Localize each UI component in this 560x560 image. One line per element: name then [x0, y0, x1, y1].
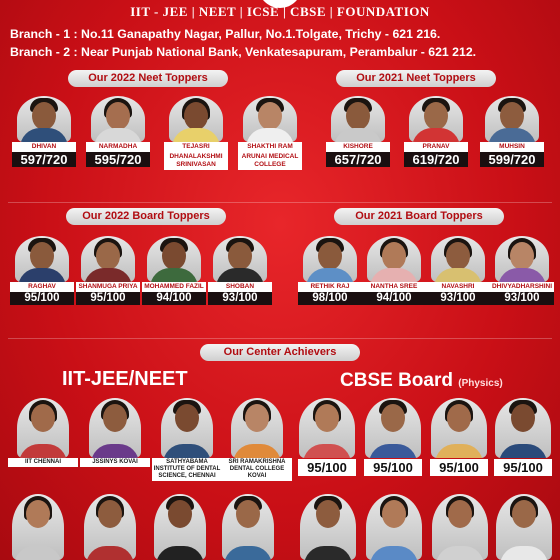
student-score: 93/100 — [208, 292, 272, 305]
student-score: 597/720 — [12, 152, 76, 167]
student-college: ARUNAI MEDICAL COLLEGE — [238, 152, 302, 170]
board-2021-heading: Our 2021 Board Toppers — [334, 208, 504, 225]
center-achiever — [152, 398, 222, 481]
student-score: 619/720 — [404, 152, 468, 167]
neet-2021-heading: Our 2021 Neet Toppers — [336, 70, 496, 87]
board-2022-topper — [142, 236, 206, 305]
student-name: MOHAMMED FAZIL — [142, 282, 206, 292]
neet-2021-topper — [404, 96, 468, 167]
achiever-institution: JSSINYS KOVAI — [80, 458, 150, 467]
center-achiever — [222, 398, 292, 481]
neet-2022-topper — [86, 96, 150, 167]
student-photo — [303, 236, 357, 282]
board-2021-topper — [426, 236, 490, 305]
student-photo — [409, 96, 463, 142]
student-name: SHANMUGA PRIYA — [76, 282, 140, 292]
student-photo — [299, 398, 355, 458]
student-photo — [366, 494, 422, 560]
student-photo — [431, 398, 487, 458]
student-score: 599/720 — [480, 152, 544, 167]
neet-2021-topper — [326, 96, 390, 167]
student-photo — [432, 494, 488, 560]
student-score: 94/100 — [142, 292, 206, 305]
branch-1-address: Branch - 1 : No.11 Ganapathy Nagar, Pallur, No.1.Tolgate, Trichy - 621 216. — [10, 27, 441, 41]
board-2022-topper — [10, 236, 74, 305]
student-photo — [243, 96, 297, 142]
student-photo — [495, 236, 549, 282]
student-photo — [300, 494, 356, 560]
board-2022-topper — [208, 236, 272, 305]
student-score: 95/100 — [430, 459, 488, 476]
section-divider — [8, 202, 552, 203]
student-score: 657/720 — [326, 152, 390, 167]
student-name: KISHORE — [326, 142, 390, 152]
neet-2022-heading: Our 2022 Neet Toppers — [68, 70, 228, 87]
student-photo — [81, 236, 135, 282]
cbse-achiever — [366, 494, 422, 560]
student-name: TEJASRI — [164, 142, 228, 152]
board-2022-heading: Our 2022 Board Toppers — [66, 208, 226, 225]
board-2021-topper — [362, 236, 426, 305]
section-divider — [8, 338, 552, 339]
achiever-institution: IIT CHENNAI — [8, 458, 78, 467]
iit-neet-heading: IIT-JEE/NEET — [62, 368, 188, 390]
center-achievers-heading: Our Center Achievers — [200, 344, 360, 361]
student-photo — [331, 96, 385, 142]
center-achiever — [80, 398, 150, 467]
student-score: 95/100 — [364, 459, 422, 476]
student-name: RETHIK RAJ — [298, 282, 362, 292]
student-score: 95/100 — [76, 292, 140, 305]
student-college: DHANALAKSHMI SRINIVASAN — [164, 152, 228, 170]
cbse-title: CBSE Board — [340, 370, 453, 391]
student-photo — [154, 494, 206, 560]
student-name: NARMADHA — [86, 142, 150, 152]
student-photo — [147, 236, 201, 282]
student-photo — [495, 398, 551, 458]
student-photo — [485, 96, 539, 142]
cbse-heading — [340, 370, 503, 392]
board-2022-topper — [76, 236, 140, 305]
neet-2022-topper — [12, 96, 76, 167]
achiever-institution: SRI RAMAKRISHNA DENTAL COLLEGE KOVAI — [222, 458, 292, 481]
cbse-achiever — [364, 398, 422, 476]
student-photo — [17, 398, 69, 458]
student-photo — [431, 236, 485, 282]
cbse-achiever — [430, 398, 488, 476]
student-photo — [231, 398, 283, 458]
student-name: DHIVYADHARSHINI — [491, 283, 553, 290]
student-score: 95/100 — [10, 292, 74, 305]
cbse-achiever — [300, 494, 356, 560]
student-photo — [84, 494, 136, 560]
center-achiever — [154, 494, 206, 560]
student-score: 94/100 — [362, 292, 426, 305]
student-name: PRANAV — [404, 142, 468, 152]
cbse-achiever — [496, 494, 552, 560]
student-photo — [161, 398, 213, 458]
student-photo — [91, 96, 145, 142]
center-achiever — [222, 494, 274, 560]
student-name: RAGHAV — [10, 282, 74, 292]
student-name: NANTHA SREE — [362, 282, 426, 292]
student-name: SHAKTHI RAM — [238, 142, 302, 152]
student-photo — [12, 494, 64, 560]
neet-2022-topper — [238, 96, 302, 170]
student-photo — [213, 236, 267, 282]
student-photo — [496, 494, 552, 560]
student-score: 595/720 — [86, 152, 150, 167]
student-score: 98/100 — [298, 292, 362, 305]
student-score: 95/100 — [298, 459, 356, 476]
student-name: NAVASHRI — [426, 282, 490, 292]
center-achiever — [84, 494, 136, 560]
center-achiever — [8, 398, 78, 467]
student-photo — [17, 96, 71, 142]
tagline: IIT - JEE | NEET | ICSE | CBSE | FOUNDATION — [130, 4, 430, 19]
student-photo — [222, 494, 274, 560]
board-2021-topper — [298, 236, 362, 305]
student-photo — [169, 96, 223, 142]
branch-2-address: Branch - 2 : Near Punjab National Bank, Venkatesapuram, Perambalur - 621 212. — [10, 45, 477, 59]
neet-2022-topper — [164, 96, 228, 170]
student-photo — [15, 236, 69, 282]
cbse-achiever — [494, 398, 552, 476]
student-name: MUHSIN — [480, 142, 544, 152]
cbse-achiever — [432, 494, 488, 560]
student-photo — [367, 236, 421, 282]
center-achiever — [12, 494, 64, 560]
achiever-institution: SATHYABAMA INSTITUTE OF DENTAL SCIENCE, CHENNAI — [153, 459, 221, 479]
cbse-subject: (Physics) — [458, 378, 503, 389]
student-photo — [89, 398, 141, 458]
student-photo — [365, 398, 421, 458]
board-2021-topper — [490, 236, 554, 305]
student-name: SHOBAN — [208, 282, 272, 292]
student-name: DHIVAN — [12, 142, 76, 152]
student-score: 95/100 — [494, 459, 552, 476]
neet-2021-topper — [480, 96, 544, 167]
student-score: 93/100 — [490, 292, 554, 305]
student-score: 93/100 — [426, 292, 490, 305]
cbse-achiever — [298, 398, 356, 476]
